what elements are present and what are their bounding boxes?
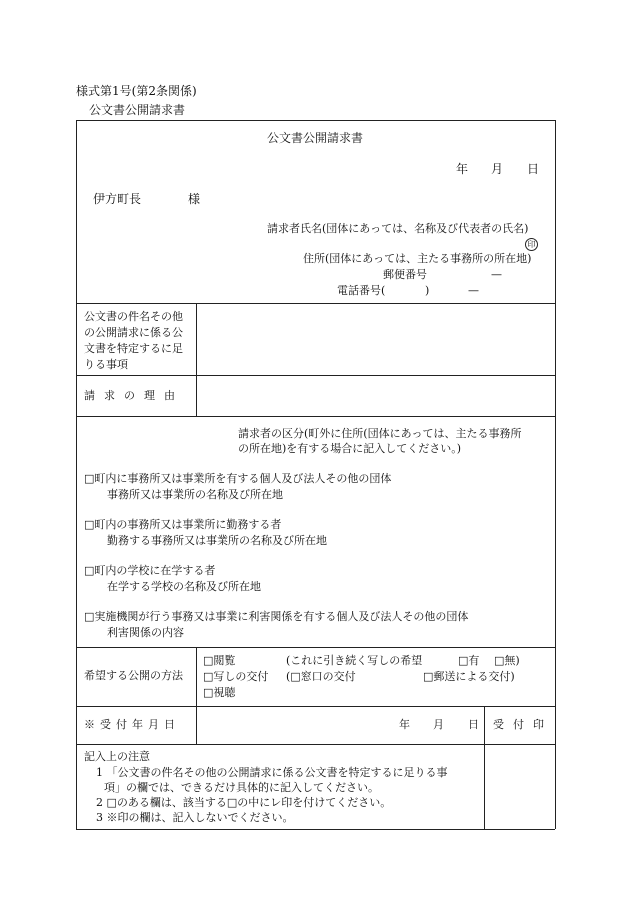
note-item: 2 □のある欄は、該当する□の中にレ印を付けてください。 xyxy=(96,796,392,809)
subject-label-line: りる事項 xyxy=(84,358,128,371)
form-number: 様式第1号(第2条関係) xyxy=(76,84,197,98)
form-name: 公文書公開請求書 xyxy=(89,103,186,117)
receipt-date-label: ※受付年月日 xyxy=(84,718,180,731)
subject-label xyxy=(84,309,183,373)
receipt-day-label: 日 xyxy=(468,718,479,731)
method-copy-checkbox[interactable]: □写しの交付 xyxy=(203,670,269,683)
addressee-suffix: 様 xyxy=(188,192,201,206)
reason-input-area[interactable] xyxy=(197,376,554,415)
requester-name-label: 請求者氏名(団体にあっては、名称及び代表者の氏名) xyxy=(267,222,529,235)
note-item-continued: 項」の欄では、できるだけ具体的に記入してください。 xyxy=(104,781,379,794)
subject-label-line: 文書を特定するに足 xyxy=(84,342,183,355)
category-option-student[interactable]: □町内の学校に在学する者 xyxy=(84,564,216,577)
stamp-column-divider xyxy=(484,706,485,829)
notes-heading: 記入上の注意 xyxy=(84,750,150,763)
frame-top-border xyxy=(76,120,555,121)
category-option-interested-party[interactable]: □実施機関が行う事務又は事業に利害関係を有する個人及び法人その他の団体 xyxy=(84,610,469,623)
category-option-sub: 勤務する事務所又は事業所の名称及び所在地 xyxy=(107,534,327,547)
category-option-sub: 在学する学校の名称及び所在地 xyxy=(107,580,261,593)
phone-dash: — xyxy=(468,284,479,297)
frame-left-border xyxy=(76,120,77,829)
label-column-divider-lower xyxy=(196,647,197,744)
row-divider-category xyxy=(76,416,555,417)
note-item: 3 ※印の欄は、記入しないでください。 xyxy=(96,811,294,824)
date-year-label: 年 xyxy=(456,162,469,176)
phone-close-paren: ) xyxy=(425,284,430,297)
method-copy-no-checkbox[interactable]: □無) xyxy=(494,654,520,667)
category-option-sub: 事務所又は事業所の名称及び所在地 xyxy=(107,488,283,501)
category-option-sub: 利害関係の内容 xyxy=(107,626,184,639)
phone-label: 電話番号( xyxy=(337,284,386,297)
method-label: 希望する公開の方法 xyxy=(84,669,183,682)
reason-label: 請求の理由 xyxy=(84,389,184,402)
category-intro-line: の所在地)を有する場合に記入してください。) xyxy=(238,442,462,455)
method-mail-checkbox[interactable]: □郵送による交付) xyxy=(423,670,515,683)
method-copy-yes-checkbox[interactable]: □有 xyxy=(458,654,480,667)
receipt-stamp-label: 受付印 xyxy=(493,718,553,731)
method-listen-checkbox[interactable]: □視聴 xyxy=(203,686,236,699)
date-month-label: 月 xyxy=(491,162,504,176)
category-option-business-entity[interactable]: □町内に事務所又は事業所を有する個人及び法人その他の団体 xyxy=(84,472,392,485)
category-intro-line: 請求者の区分(町外に住所(団体にあっては、主たる事務所 xyxy=(238,427,522,440)
frame-bottom-border xyxy=(76,829,555,830)
form-title: 公文書公開請求書 xyxy=(266,131,363,145)
row-divider-method xyxy=(76,647,555,648)
frame-right-border xyxy=(555,120,556,829)
postal-code-label: 郵便番号 xyxy=(383,268,427,281)
addressee: 伊方町長 xyxy=(93,192,142,206)
category-option-employee[interactable]: □町内の事務所又は事業所に勤務する者 xyxy=(84,518,282,531)
seal-icon: 印 xyxy=(525,238,538,251)
subject-label-line: 公文書の件名その他 xyxy=(84,310,183,323)
seal-mark xyxy=(525,236,538,252)
date-day-label: 日 xyxy=(527,162,540,176)
method-window-checkbox[interactable]: (□窓口の交付 xyxy=(286,670,356,683)
receipt-year-label: 年 xyxy=(399,718,410,731)
note-item: 1 「公文書の件名その他の公開請求に係る公文書を特定するに足りる事 xyxy=(96,766,448,779)
receipt-month-label: 月 xyxy=(433,718,444,731)
address-label: 住所(団体にあっては、主たる事務所の所在地) xyxy=(303,252,532,265)
method-view-checkbox[interactable]: □閲覧 xyxy=(203,654,236,667)
method-view-note: (これに引き続く写しの希望 xyxy=(286,654,423,667)
subject-label-line: の公開請求に係る公 xyxy=(84,326,183,339)
subject-input-area[interactable] xyxy=(197,304,554,374)
postal-code-dash: — xyxy=(491,268,502,281)
